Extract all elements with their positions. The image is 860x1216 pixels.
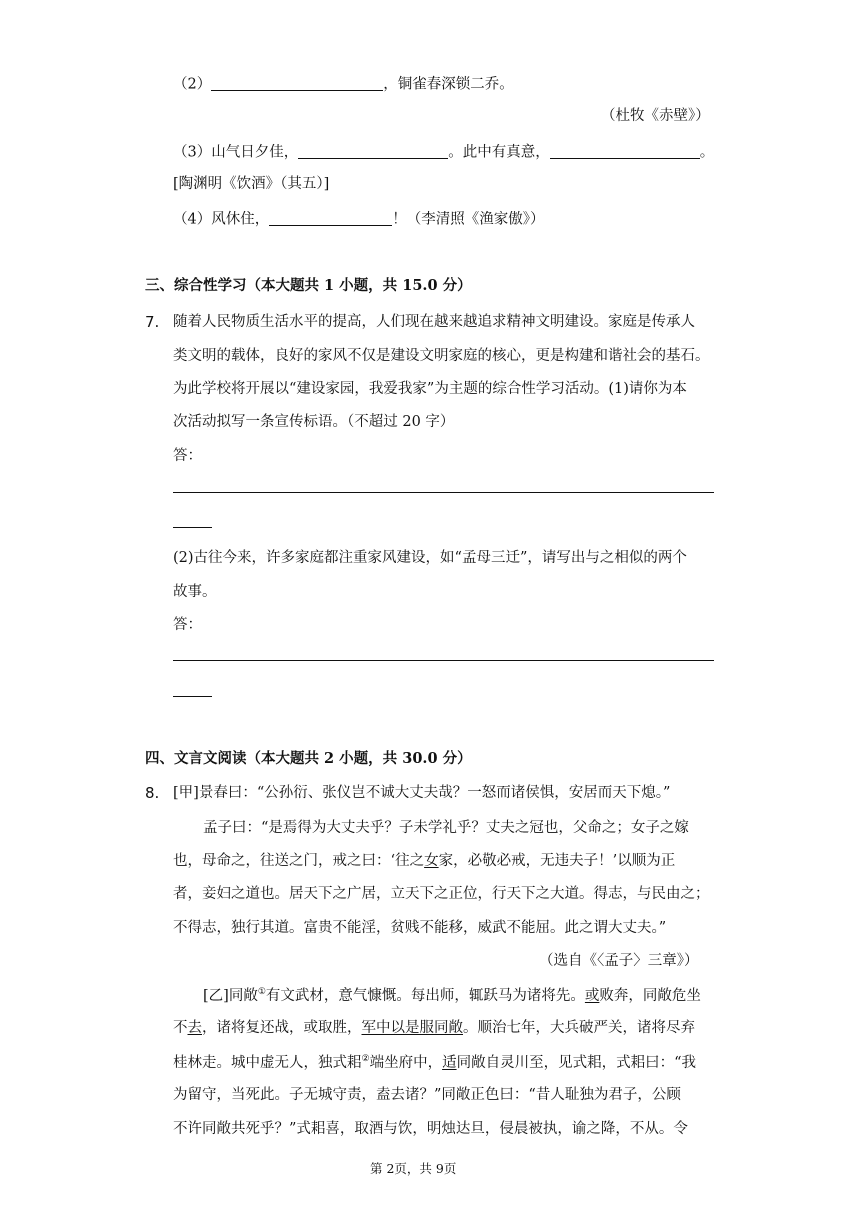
yi-line-1-c: 败奔，同敞危坐 [599, 987, 701, 1004]
jia-line-3-b: 家，必敬必戒，无违夫子！’以顺为正 [438, 853, 676, 869]
section4-title: 四、文言文阅读（本大题共 2 小题，共 30.0 分） [145, 750, 472, 767]
q7-2-line-1: (2)古往今来，许多家庭都注重家风建设，如“孟母三迁”，请写出与之相似的两个 [173, 550, 687, 566]
poem-q2-source: （杜牧《赤壁》） [601, 108, 710, 124]
underlined-word-qu: 去 [187, 1020, 202, 1036]
page-footer: 第 2页，共 9页 [370, 1161, 457, 1176]
poem-q3-line [173, 143, 714, 160]
jia-line-1: [甲]景春曰：“公孙衍、张仪岂不诚大丈夫哉？一怒而诸侯惧，安居而天下熄。” [173, 785, 671, 801]
poem-q2-prefix: （2） [173, 76, 212, 93]
jia-line-2: 孟子曰：“是焉得为大丈夫乎？子未学礼乎？丈夫之冠也，父命之；女子之嫁 [203, 820, 689, 836]
yi-line-3 [173, 1055, 696, 1070]
answer-line-1-tail[interactable] [173, 527, 212, 528]
answer-label-2: 答： [173, 617, 202, 633]
jia-line-4: 者，妾妇之道也。居天下之广居，立天下之正位，行天下之大道。得志，与民由之； [173, 886, 710, 902]
q7-number: 7. [145, 313, 160, 331]
answer-line-2-tail[interactable] [173, 696, 212, 697]
yi-line-2-c: 。顺治七年，大兵破严关，诸将尽弃 [463, 1020, 695, 1036]
q7-line-4: 次活动拟写一条宣传标语。（不超过 20 字） [173, 414, 455, 430]
yi-line-2 [173, 1021, 695, 1036]
q8-number: 8. [145, 784, 160, 802]
yi-line-3-a: 桂林走。城中虚无人，独式耜 [173, 1054, 362, 1071]
q7-line-1: 随着人民物质生活水平的提高，人们现在越来越追求精神文明建设。家庭是传承人 [173, 314, 695, 330]
poem-q3-prefix: （3）山气日夕佳， [173, 144, 299, 161]
yi-line-2-b: ，诸将复还战，或取胜， [202, 1020, 362, 1036]
poem-q3-blank-1[interactable] [298, 143, 448, 159]
jia-source: （选自《〈孟子〉三章》） [539, 953, 699, 969]
answer-line-2[interactable] [173, 660, 714, 661]
poem-q2-blank[interactable] [211, 75, 383, 91]
underlined-word-shi: 适 [442, 1054, 457, 1071]
poem-q4-prefix: （4）风休住， [173, 211, 270, 228]
footnote-marker-2: ② [361, 1054, 370, 1064]
underlined-word-nv: 女 [424, 853, 439, 869]
yi-line-1-b: 有文武材，意气慷慨。每出师，辄跃马为诸将先。 [265, 987, 585, 1004]
poem-q3-middle: 。此中有真意， [448, 144, 550, 161]
footnote-marker-1: ① [257, 987, 266, 997]
q7-2-line-2: 故事。 [173, 584, 217, 600]
jia-line-3 [173, 854, 675, 869]
yi-line-1-a: [乙]同敞 [203, 987, 258, 1004]
yi-line-4: 为留守，当死此。子无城守责，盍去诸？”同敞正色曰：“昔人耻独为君子，公顾 [173, 1087, 681, 1103]
poem-q3-blank-2[interactable] [550, 143, 700, 159]
poem-q4-blank[interactable] [269, 210, 392, 226]
q7-line-2: 类文明的载体，良好的家风不仅是建设文明家庭的核心，更是构建和谐社会的基石。 [173, 348, 710, 364]
yi-line-2-a: 不 [173, 1020, 188, 1036]
poem-q2-suffix: ，铜雀春深锁二乔。 [383, 76, 514, 93]
section3-title: 三、综合性学习（本大题共 1 小题，共 15.0 分） [145, 277, 472, 294]
jia-line-3-a: 也，母命之，往送之门，戒之曰：‘往之 [173, 853, 425, 869]
yi-line-3-c: 同敞自灵川至，见式耜，式耜曰：“我 [456, 1054, 696, 1071]
poem-q4-line [173, 210, 544, 227]
underlined-word-huo: 或 [584, 987, 600, 1004]
poem-q3-source: [陶渊明《饮酒》（其五）] [173, 176, 330, 192]
poem-q3-end: 。 [699, 144, 715, 161]
poem-q4-suffix: ！（李清照《渔家傲》） [392, 211, 545, 228]
yi-line-5: 不许同敞共死乎？”式耜喜，取酒与饮，明烛达旦，侵晨被执，谕之降，不从。令 [173, 1121, 688, 1137]
q7-line-3: 为此学校将开展以“建设家园，我爱我家”为主题的综合性学习活动。(1)请你为本 [173, 381, 687, 397]
poem-q2-line [173, 75, 514, 92]
yi-line-1 [203, 988, 701, 1003]
underlined-sentence: 军中以是服同敞 [361, 1020, 463, 1036]
yi-line-3-b: 端坐府中， [369, 1054, 443, 1071]
answer-label-1: 答： [173, 448, 202, 464]
answer-line-1[interactable] [173, 492, 714, 493]
jia-line-5: 不得志，独行其道。富贵不能淫，贫贱不能移，威武不能屈。此之谓大丈夫。” [173, 920, 667, 936]
